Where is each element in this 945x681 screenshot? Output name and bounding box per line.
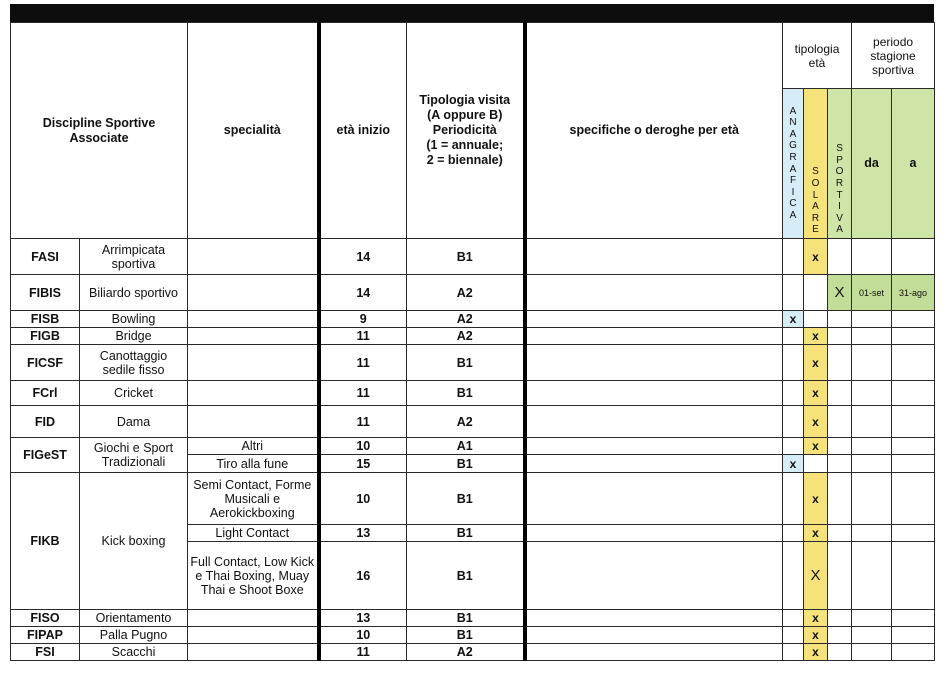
row-discipline: Giochi e Sport Tradizionali	[80, 438, 188, 473]
row-age: 9	[319, 311, 407, 328]
row-notes	[525, 345, 783, 381]
row-a	[892, 610, 935, 627]
row-age: 13	[319, 525, 407, 542]
row-solare: x	[804, 610, 828, 627]
header-notes: specifiche o deroghe per età	[525, 23, 783, 239]
header-sportiva	[828, 89, 852, 239]
row-visit: B1	[407, 542, 525, 610]
row-sportiva	[828, 438, 852, 455]
row-code: FCrl	[11, 381, 80, 406]
row-specialty: Full Contact, Low Kick e Thai Boxing, Muay Thai e Shoot Boxe	[188, 542, 319, 610]
row-code: FICSF	[11, 345, 80, 381]
row-discipline: Canottaggio sedile fisso	[80, 345, 188, 381]
row-a	[892, 328, 935, 345]
header-da: da	[852, 89, 892, 239]
letter: A	[789, 105, 797, 117]
table-row	[11, 644, 935, 661]
row-code: FID	[11, 406, 80, 438]
row-a	[892, 438, 935, 455]
row-discipline: Kick boxing	[80, 473, 188, 610]
row-notes	[525, 381, 783, 406]
row-a	[892, 381, 935, 406]
age-type-line-2: età	[808, 55, 826, 70]
row-specialty	[188, 275, 319, 311]
visit-type-line-1: Tipologia visita	[419, 93, 511, 107]
row-visit: B1	[407, 627, 525, 644]
row-anagrafica	[783, 473, 804, 525]
header-anagrafica	[783, 89, 804, 239]
row-solare	[804, 455, 828, 473]
row-da	[852, 328, 892, 345]
row-a	[892, 239, 935, 275]
visit-type-line-4: (1 = annuale;	[426, 138, 504, 152]
table-row	[11, 406, 935, 438]
row-solare: x	[804, 473, 828, 525]
letter: I	[838, 201, 841, 213]
row-specialty	[188, 627, 319, 644]
row-da	[852, 627, 892, 644]
top-black-band	[10, 4, 934, 22]
row-notes	[525, 275, 783, 311]
row-notes	[525, 627, 783, 644]
row-code: FIKB	[11, 473, 80, 610]
row-notes	[525, 239, 783, 275]
row-discipline: Scacchi	[80, 644, 188, 661]
row-anagrafica	[783, 610, 804, 627]
row-notes	[525, 406, 783, 438]
row-specialty	[188, 239, 319, 275]
row-solare	[804, 275, 828, 311]
row-solare: x	[804, 627, 828, 644]
season-line-2: stagione	[870, 48, 916, 63]
header-season-period	[852, 23, 935, 89]
row-sportiva	[828, 644, 852, 661]
row-visit: B1	[407, 345, 525, 381]
letter: O	[835, 166, 844, 178]
letter: A	[789, 209, 797, 221]
row-visit: A2	[407, 406, 525, 438]
letter: V	[836, 212, 843, 224]
row-solare: x	[804, 328, 828, 345]
row-visit: A1	[407, 438, 525, 455]
letter: I	[791, 186, 795, 198]
row-code: FISB	[11, 311, 80, 328]
row-sportiva	[828, 381, 852, 406]
row-discipline: Bowling	[80, 311, 188, 328]
row-specialty	[188, 610, 319, 627]
row-visit: B1	[407, 610, 525, 627]
header-solare	[804, 89, 828, 239]
row-age: 14	[319, 275, 407, 311]
row-age: 10	[319, 473, 407, 525]
row-age: 11	[319, 345, 407, 381]
row-specialty	[188, 644, 319, 661]
row-age: 11	[319, 406, 407, 438]
letter: T	[836, 189, 843, 201]
header-a: a	[892, 89, 935, 239]
row-specialty	[188, 328, 319, 345]
visit-type-line-3: Periodicità	[432, 123, 497, 137]
row-age: 16	[319, 542, 407, 610]
row-anagrafica	[783, 406, 804, 438]
row-sportiva	[828, 328, 852, 345]
row-da	[852, 542, 892, 610]
row-notes	[525, 438, 783, 455]
header-start-age: età inizio	[319, 23, 407, 239]
row-da	[852, 239, 892, 275]
row-discipline: Biliardo sportivo	[80, 275, 188, 311]
letter: R	[789, 151, 797, 163]
row-discipline: Orientamento	[80, 610, 188, 627]
season-line-1: periodo	[873, 34, 914, 49]
row-notes	[525, 455, 783, 473]
table-row	[11, 381, 935, 406]
header-visit-type	[407, 23, 525, 239]
row-a	[892, 345, 935, 381]
season-line-3: sportiva	[872, 62, 915, 77]
row-notes	[525, 525, 783, 542]
row-specialty: Semi Contact, Forme Musicali e Aerokickboxing	[188, 473, 319, 525]
letter: R	[811, 212, 820, 224]
row-a	[892, 627, 935, 644]
row-da: 01-set	[852, 275, 892, 311]
row-a	[892, 525, 935, 542]
row-visit: A2	[407, 311, 525, 328]
letter: P	[836, 154, 843, 166]
row-age: 11	[319, 328, 407, 345]
row-anagrafica	[783, 275, 804, 311]
table-row	[11, 473, 935, 525]
row-solare: x	[804, 644, 828, 661]
row-sportiva	[828, 239, 852, 275]
row-discipline: Dama	[80, 406, 188, 438]
letter: S	[836, 143, 843, 155]
row-visit: A2	[407, 644, 525, 661]
row-anagrafica: x	[783, 455, 804, 473]
row-anagrafica	[783, 381, 804, 406]
letter: S	[812, 166, 819, 178]
row-age: 14	[319, 239, 407, 275]
row-anagrafica	[783, 239, 804, 275]
letter: L	[812, 189, 819, 201]
row-sportiva	[828, 406, 852, 438]
row-notes	[525, 610, 783, 627]
row-visit: B1	[407, 239, 525, 275]
letter: R	[835, 178, 844, 190]
row-solare	[804, 311, 828, 328]
row-da	[852, 525, 892, 542]
row-solare: x	[804, 381, 828, 406]
row-age: 11	[319, 644, 407, 661]
row-sportiva	[828, 311, 852, 328]
row-code: FIBIS	[11, 275, 80, 311]
letter: A	[789, 128, 797, 140]
row-solare: x	[804, 406, 828, 438]
row-a	[892, 542, 935, 610]
row-da	[852, 455, 892, 473]
row-code: FISO	[11, 610, 80, 627]
visit-type-line-2: (A oppure B)	[427, 108, 503, 122]
letter: A	[836, 224, 843, 236]
row-specialty: Altri	[188, 438, 319, 455]
row-age: 13	[319, 610, 407, 627]
row-sportiva	[828, 610, 852, 627]
row-visit: A2	[407, 275, 525, 311]
letter: E	[812, 224, 819, 236]
row-discipline: Cricket	[80, 381, 188, 406]
letter: N	[789, 117, 797, 129]
row-solare: X	[804, 542, 828, 610]
row-a	[892, 311, 935, 328]
row-da	[852, 381, 892, 406]
row-anagrafica	[783, 627, 804, 644]
header-discipline: Discipline Sportive Associate	[11, 23, 188, 239]
letter: O	[811, 178, 820, 190]
row-visit: A2	[407, 328, 525, 345]
row-anagrafica	[783, 525, 804, 542]
row-discipline: Bridge	[80, 328, 188, 345]
row-age: 10	[319, 627, 407, 644]
table-row	[11, 311, 935, 328]
row-notes	[525, 328, 783, 345]
sports-table	[10, 22, 935, 661]
row-solare: x	[804, 525, 828, 542]
row-anagrafica	[783, 328, 804, 345]
letter: A	[812, 201, 819, 213]
header-age-type	[783, 23, 852, 89]
row-code: FIPAP	[11, 627, 80, 644]
row-specialty	[188, 311, 319, 328]
row-age: 10	[319, 438, 407, 455]
table-row	[11, 627, 935, 644]
row-discipline: Arrimpicata sportiva	[80, 239, 188, 275]
row-age: 11	[319, 381, 407, 406]
row-da	[852, 644, 892, 661]
row-specialty: Tiro alla fune	[188, 455, 319, 473]
row-notes	[525, 542, 783, 610]
table-row	[11, 275, 935, 311]
row-visit: B1	[407, 473, 525, 525]
row-anagrafica: x	[783, 311, 804, 328]
row-sportiva: X	[828, 275, 852, 311]
row-specialty: Light Contact	[188, 525, 319, 542]
row-code: FIGB	[11, 328, 80, 345]
row-age: 15	[319, 455, 407, 473]
row-sportiva	[828, 473, 852, 525]
row-da	[852, 438, 892, 455]
row-da	[852, 473, 892, 525]
table-row	[11, 610, 935, 627]
row-visit: B1	[407, 525, 525, 542]
row-notes	[525, 473, 783, 525]
row-visit: B1	[407, 381, 525, 406]
header-specialty: specialità	[188, 23, 319, 239]
row-code: FSI	[11, 644, 80, 661]
row-anagrafica	[783, 644, 804, 661]
row-code: FIGeST	[11, 438, 80, 473]
letter: C	[789, 198, 797, 210]
row-anagrafica	[783, 438, 804, 455]
row-sportiva	[828, 345, 852, 381]
row-code: FASI	[11, 239, 80, 275]
row-sportiva	[828, 542, 852, 610]
row-anagrafica	[783, 542, 804, 610]
row-notes	[525, 644, 783, 661]
row-a	[892, 455, 935, 473]
row-visit: B1	[407, 455, 525, 473]
row-anagrafica	[783, 345, 804, 381]
row-da	[852, 610, 892, 627]
table-row	[11, 438, 935, 455]
row-a	[892, 644, 935, 661]
row-solare: x	[804, 438, 828, 455]
row-solare: x	[804, 345, 828, 381]
letter: G	[789, 140, 797, 152]
row-specialty	[188, 406, 319, 438]
row-da	[852, 345, 892, 381]
row-specialty	[188, 345, 319, 381]
row-da	[852, 311, 892, 328]
age-type-line-1: tipologia	[794, 41, 840, 56]
row-notes	[525, 311, 783, 328]
letter: A	[789, 163, 797, 175]
row-sportiva	[828, 525, 852, 542]
row-a	[892, 473, 935, 525]
row-specialty	[188, 381, 319, 406]
table-row	[11, 239, 935, 275]
letter: F	[789, 175, 797, 187]
visit-type-line-5: 2 = biennale)	[426, 153, 503, 167]
row-sportiva	[828, 455, 852, 473]
row-a	[892, 406, 935, 438]
table-row	[11, 345, 935, 381]
row-da	[852, 406, 892, 438]
row-a: 31-ago	[892, 275, 935, 311]
table-row	[11, 328, 935, 345]
row-sportiva	[828, 627, 852, 644]
row-solare: x	[804, 239, 828, 275]
row-discipline: Palla Pugno	[80, 627, 188, 644]
